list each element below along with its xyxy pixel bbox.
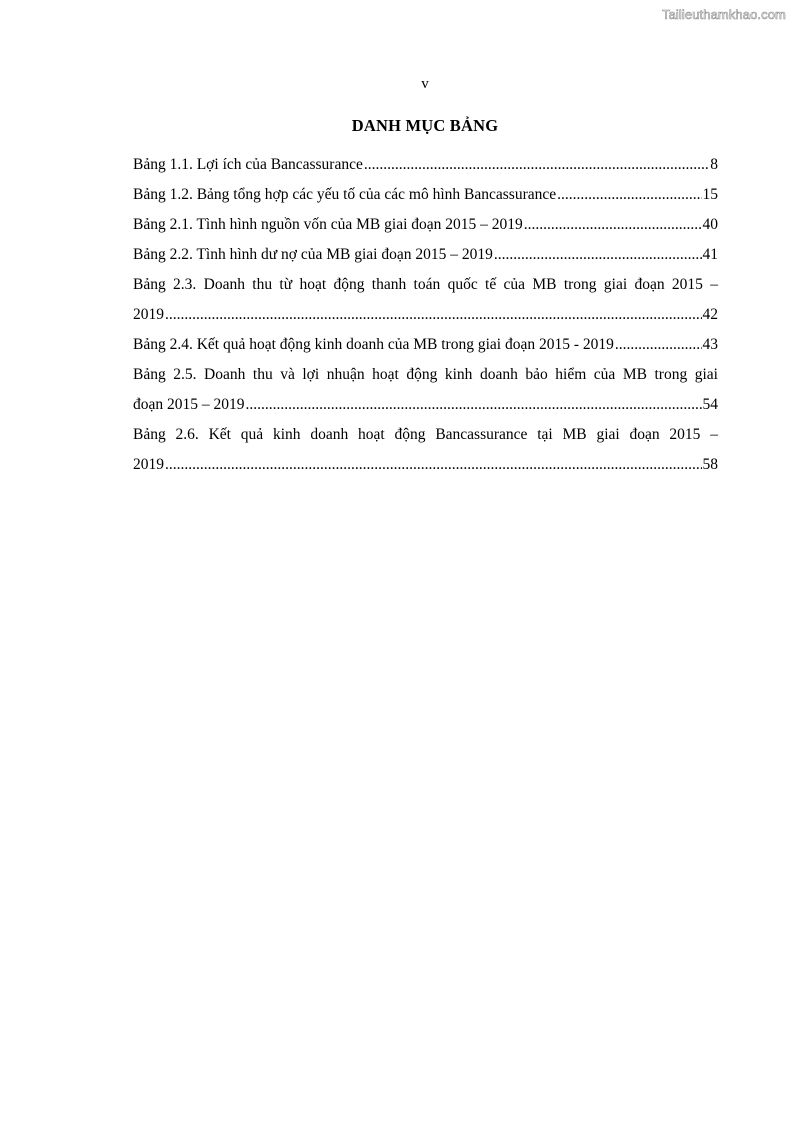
toc-entry-text-cont: 2019 [133, 306, 164, 323]
page-number: v [421, 76, 429, 92]
dot-leader [615, 330, 702, 360]
toc-entry-text: Bảng 2.2. Tình hình dư nợ của MB giai đoạn 2015 – 2019 [133, 246, 493, 263]
toc-entry-text-cont: 2019 [133, 456, 164, 473]
toc-entry-text: Bảng 1.2. Bảng tổng hợp các yếu tố của các mô hình Bancassurance [133, 186, 557, 203]
toc-entry-2-5[interactable] [133, 360, 718, 420]
toc-entry-page: 41 [702, 246, 718, 263]
toc-entry-page: 54 [702, 396, 718, 413]
toc-entry-2-1[interactable] [133, 210, 718, 240]
dot-leader [165, 300, 702, 330]
toc-entry-page: 58 [702, 456, 718, 473]
dot-leader [557, 180, 701, 210]
dot-leader [246, 390, 702, 420]
toc-entry-page: 43 [702, 336, 718, 353]
toc-entry-text: Bảng 2.4. Kết quả hoạt động kinh doanh của MB trong giai đoạn 2015 - 2019 [133, 336, 614, 353]
toc-entry-text: Bảng 1.1. Lợi ích của Bancassurance [133, 156, 363, 173]
table-list [133, 150, 718, 480]
toc-entry-page: 15 [702, 186, 718, 203]
toc-entry-text-cont: đoạn 2015 – 2019 [133, 396, 245, 413]
page-title: DANH MỤC BẢNG [351, 116, 499, 135]
watermark-text: Tailieuthamkhao.com [661, 7, 786, 22]
toc-entry-page: 40 [702, 216, 718, 233]
toc-entry-text: Bảng 2.3. Doanh thu từ hoạt động thanh toán quốc tế của MB trong giai đoạn 2015 – [133, 276, 718, 293]
toc-entry-text: Bảng 2.1. Tình hình nguồn vốn của MB giai đoạn 2015 – 2019 [133, 216, 523, 233]
dot-leader [494, 240, 702, 270]
toc-entry-page: 8 [710, 156, 718, 173]
toc-entry-1-1[interactable] [133, 150, 718, 180]
dot-leader [165, 450, 702, 480]
toc-entry-page: 42 [702, 306, 718, 323]
dot-leader [364, 150, 709, 180]
toc-entry-text: Bảng 2.6. Kết quả kinh doanh hoạt động Bancassurance tại MB giai đoạn 2015 – [133, 426, 718, 443]
toc-entry-2-6[interactable] [133, 420, 718, 480]
dot-leader [524, 210, 702, 240]
toc-entry-1-2[interactable] [133, 180, 718, 210]
toc-entry-2-2[interactable] [133, 240, 718, 270]
toc-entry-text: Bảng 2.5. Doanh thu và lợi nhuận hoạt động kinh doanh bảo hiểm của MB trong giai [133, 366, 718, 383]
toc-entry-2-4[interactable] [133, 330, 718, 360]
toc-entry-2-3[interactable] [133, 270, 718, 330]
